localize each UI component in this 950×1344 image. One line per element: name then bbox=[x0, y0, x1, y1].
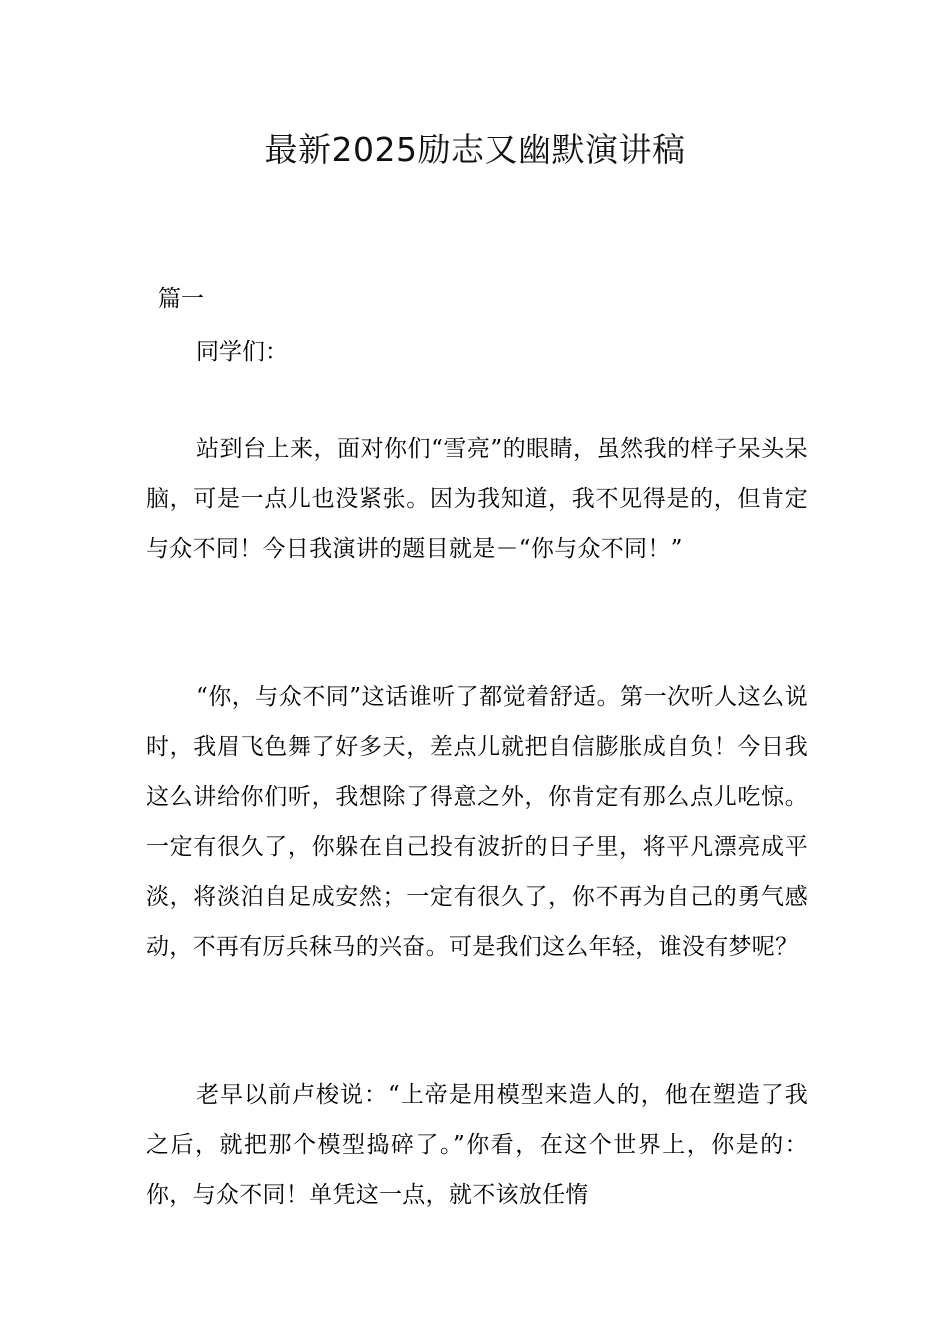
paragraph-1: 站到台上来，面对你们“雪亮”的眼睛，虽然我的样子呆头呆脑，可是一点儿也没紧张。因为我知道，我不见得是的，但肯定与众不同！今日我演讲的题目就是－“你与众不同！” bbox=[146, 436, 808, 562]
document-title: 最新2025励志又幽默演讲稿 bbox=[264, 130, 686, 169]
greeting: 同学们： bbox=[196, 339, 288, 365]
paragraph-3: 老早以前卢梭说：“上帝是用模型来造人的，他在塑造了我之后，就把那个模型捣碎了。”你看，在这个世界上，你是的：你，与众不同！单凭这一点，就不该放任惰 bbox=[146, 1082, 808, 1208]
section-label: 篇一 bbox=[158, 286, 204, 312]
paragraph-2: “你，与众不同”这话谁听了都觉着舒适。第一次听人这么说时，我眉飞色舞了好多天，差点儿就把自信膨胀成自负！今日我这么讲给你们听，我想除了得意之外，你肯定有那么点儿吃惊。一定有很久了，你躲在自己投有波折的日子里，将平凡漂亮成平淡，将淡泊自足成安然；一定有很久了，你不再为自己的勇气感动，不再有厉兵秣马的兴奋。可是我们这么年轻，谁没有梦呢？ bbox=[146, 684, 808, 960]
